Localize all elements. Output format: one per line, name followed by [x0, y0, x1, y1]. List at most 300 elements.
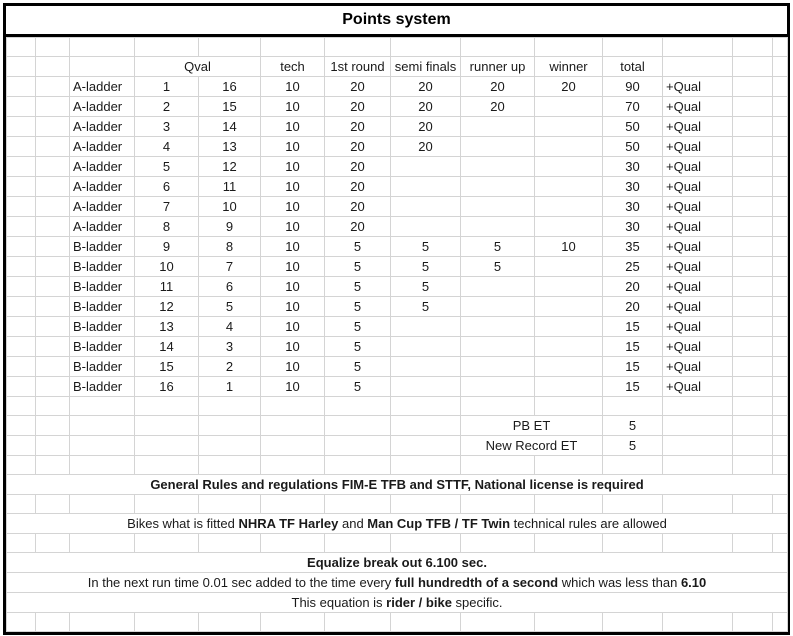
- cell-tech[interactable]: 10: [261, 297, 325, 317]
- empty-cell[interactable]: [7, 157, 36, 177]
- cell-qval-points[interactable]: 15: [199, 97, 261, 117]
- cell-semi-finals[interactable]: 20: [391, 117, 461, 137]
- cell-runner-up[interactable]: [461, 117, 535, 137]
- cell-first-round[interactable]: 5: [325, 277, 391, 297]
- empty-cell[interactable]: [135, 416, 199, 436]
- empty-cell[interactable]: [325, 495, 391, 514]
- empty-cell[interactable]: [391, 416, 461, 436]
- empty-cell[interactable]: [7, 197, 36, 217]
- empty-cell[interactable]: [70, 57, 135, 77]
- empty-cell[interactable]: [773, 177, 788, 197]
- cell-qual[interactable]: +Qual: [663, 357, 733, 377]
- empty-cell[interactable]: [461, 38, 535, 57]
- empty-cell[interactable]: [7, 397, 36, 416]
- empty-cell[interactable]: [325, 613, 391, 632]
- cell-first-round[interactable]: 5: [325, 357, 391, 377]
- cell-semi-finals[interactable]: 20: [391, 97, 461, 117]
- cell-total[interactable]: 20: [603, 297, 663, 317]
- cell-first-round[interactable]: 5: [325, 377, 391, 397]
- empty-cell[interactable]: [36, 337, 70, 357]
- cell-winner[interactable]: [535, 317, 603, 337]
- empty-cell[interactable]: [70, 534, 135, 553]
- cell-qval-points[interactable]: 2: [199, 357, 261, 377]
- cell-runner-up[interactable]: [461, 217, 535, 237]
- empty-cell[interactable]: [325, 436, 391, 456]
- empty-cell[interactable]: [733, 495, 773, 514]
- cell-winner[interactable]: [535, 337, 603, 357]
- cell-qval-pos[interactable]: 8: [135, 217, 199, 237]
- empty-cell[interactable]: [70, 613, 135, 632]
- cell-first-round[interactable]: 5: [325, 317, 391, 337]
- cell-semi-finals[interactable]: 5: [391, 277, 461, 297]
- cell-ladder[interactable]: B-ladder: [70, 317, 135, 337]
- empty-cell[interactable]: [663, 416, 733, 436]
- empty-cell[interactable]: [603, 495, 663, 514]
- cell-ladder[interactable]: B-ladder: [70, 337, 135, 357]
- empty-cell[interactable]: [733, 217, 773, 237]
- cell-qval-pos[interactable]: 12: [135, 297, 199, 317]
- cell-total[interactable]: 15: [603, 317, 663, 337]
- cell-tech[interactable]: 10: [261, 337, 325, 357]
- cell-ladder[interactable]: B-ladder: [70, 297, 135, 317]
- cell-tech[interactable]: 10: [261, 97, 325, 117]
- empty-cell[interactable]: [36, 456, 70, 475]
- empty-cell[interactable]: [199, 416, 261, 436]
- empty-cell[interactable]: [461, 397, 535, 416]
- empty-cell[interactable]: [36, 177, 70, 197]
- empty-cell[interactable]: [773, 137, 788, 157]
- empty-cell[interactable]: [733, 613, 773, 632]
- cell-semi-finals[interactable]: [391, 177, 461, 197]
- cell-qual[interactable]: +Qual: [663, 197, 733, 217]
- cell-tech[interactable]: 10: [261, 257, 325, 277]
- cell-qual[interactable]: +Qual: [663, 117, 733, 137]
- note-bikes[interactable]: [7, 514, 788, 534]
- cell-qual[interactable]: +Qual: [663, 77, 733, 97]
- cell-winner[interactable]: [535, 137, 603, 157]
- cell-runner-up[interactable]: [461, 277, 535, 297]
- cell-total[interactable]: 30: [603, 197, 663, 217]
- empty-cell[interactable]: [773, 277, 788, 297]
- empty-cell[interactable]: [261, 456, 325, 475]
- cell-total[interactable]: 15: [603, 357, 663, 377]
- cell-total[interactable]: 30: [603, 177, 663, 197]
- empty-cell[interactable]: [36, 257, 70, 277]
- empty-cell[interactable]: [773, 397, 788, 416]
- cell-winner[interactable]: [535, 157, 603, 177]
- cell-ladder[interactable]: A-ladder: [70, 117, 135, 137]
- cell-winner[interactable]: [535, 277, 603, 297]
- cell-total[interactable]: 30: [603, 157, 663, 177]
- cell-runner-up[interactable]: [461, 197, 535, 217]
- empty-cell[interactable]: [70, 495, 135, 514]
- empty-cell[interactable]: [36, 613, 70, 632]
- cell-runner-up[interactable]: [461, 177, 535, 197]
- cell-total[interactable]: 15: [603, 337, 663, 357]
- empty-cell[interactable]: [773, 117, 788, 137]
- empty-cell[interactable]: [199, 456, 261, 475]
- empty-cell[interactable]: [325, 397, 391, 416]
- empty-cell[interactable]: [603, 38, 663, 57]
- cell-ladder[interactable]: A-ladder: [70, 137, 135, 157]
- cell-tech[interactable]: 10: [261, 137, 325, 157]
- empty-cell[interactable]: [461, 534, 535, 553]
- cell-qval-points[interactable]: 14: [199, 117, 261, 137]
- empty-cell[interactable]: [773, 456, 788, 475]
- header-first-round[interactable]: 1st round: [325, 57, 391, 77]
- empty-cell[interactable]: [261, 534, 325, 553]
- empty-cell[interactable]: [135, 38, 199, 57]
- empty-cell[interactable]: [70, 397, 135, 416]
- cell-tech[interactable]: 10: [261, 217, 325, 237]
- header-tech[interactable]: tech: [261, 57, 325, 77]
- cell-qual[interactable]: +Qual: [663, 157, 733, 177]
- cell-ladder[interactable]: A-ladder: [70, 197, 135, 217]
- empty-cell[interactable]: [663, 456, 733, 475]
- empty-cell[interactable]: [535, 534, 603, 553]
- empty-cell[interactable]: [7, 257, 36, 277]
- cell-total[interactable]: 30: [603, 217, 663, 237]
- cell-tech[interactable]: 10: [261, 117, 325, 137]
- empty-cell[interactable]: [391, 38, 461, 57]
- empty-cell[interactable]: [7, 377, 36, 397]
- empty-cell[interactable]: [36, 157, 70, 177]
- empty-cell[interactable]: [261, 397, 325, 416]
- cell-qval-pos[interactable]: 1: [135, 77, 199, 97]
- cell-runner-up[interactable]: 20: [461, 77, 535, 97]
- empty-cell[interactable]: [199, 495, 261, 514]
- cell-winner[interactable]: [535, 177, 603, 197]
- empty-cell[interactable]: [391, 436, 461, 456]
- cell-runner-up[interactable]: [461, 317, 535, 337]
- cell-total[interactable]: 70: [603, 97, 663, 117]
- empty-cell[interactable]: [36, 57, 70, 77]
- cell-semi-finals[interactable]: [391, 337, 461, 357]
- empty-cell[interactable]: [733, 337, 773, 357]
- cell-qval-points[interactable]: 6: [199, 277, 261, 297]
- empty-cell[interactable]: [733, 397, 773, 416]
- cell-qual[interactable]: +Qual: [663, 97, 733, 117]
- empty-cell[interactable]: [461, 495, 535, 514]
- empty-cell[interactable]: [663, 495, 733, 514]
- cell-ladder[interactable]: A-ladder: [70, 157, 135, 177]
- empty-cell[interactable]: [261, 495, 325, 514]
- cell-runner-up[interactable]: 20: [461, 97, 535, 117]
- empty-cell[interactable]: [733, 297, 773, 317]
- empty-cell[interactable]: [199, 534, 261, 553]
- cell-qval-pos[interactable]: 14: [135, 337, 199, 357]
- cell-semi-finals[interactable]: [391, 317, 461, 337]
- cell-runner-up[interactable]: 5: [461, 257, 535, 277]
- cell-qval-pos[interactable]: 13: [135, 317, 199, 337]
- cell-semi-finals[interactable]: 20: [391, 137, 461, 157]
- cell-semi-finals[interactable]: [391, 197, 461, 217]
- cell-winner[interactable]: [535, 217, 603, 237]
- cell-qual[interactable]: +Qual: [663, 337, 733, 357]
- cell-qval-pos[interactable]: 11: [135, 277, 199, 297]
- empty-cell[interactable]: [535, 397, 603, 416]
- empty-cell[interactable]: [773, 357, 788, 377]
- header-runner-up[interactable]: runner up: [461, 57, 535, 77]
- empty-cell[interactable]: [36, 117, 70, 137]
- empty-cell[interactable]: [7, 57, 36, 77]
- empty-cell[interactable]: [391, 613, 461, 632]
- cell-winner[interactable]: 20: [535, 77, 603, 97]
- cell-qual[interactable]: +Qual: [663, 237, 733, 257]
- note-equalize[interactable]: [7, 553, 788, 573]
- empty-cell[interactable]: [391, 495, 461, 514]
- empty-cell[interactable]: [36, 137, 70, 157]
- empty-cell[interactable]: [199, 397, 261, 416]
- empty-cell[interactable]: [36, 317, 70, 337]
- cell-qval-points[interactable]: 11: [199, 177, 261, 197]
- cell-first-round[interactable]: 20: [325, 117, 391, 137]
- cell-runner-up[interactable]: [461, 297, 535, 317]
- empty-cell[interactable]: [199, 613, 261, 632]
- cell-total[interactable]: 50: [603, 137, 663, 157]
- cell-qval-points[interactable]: 1: [199, 377, 261, 397]
- cell-runner-up[interactable]: [461, 157, 535, 177]
- cell-semi-finals[interactable]: [391, 217, 461, 237]
- empty-cell[interactable]: [36, 397, 70, 416]
- empty-cell[interactable]: [36, 217, 70, 237]
- empty-cell[interactable]: [773, 38, 788, 57]
- cell-ladder[interactable]: B-ladder: [70, 257, 135, 277]
- empty-cell[interactable]: [7, 217, 36, 237]
- empty-cell[interactable]: [70, 456, 135, 475]
- cell-qval-pos[interactable]: 2: [135, 97, 199, 117]
- empty-cell[interactable]: [535, 38, 603, 57]
- empty-cell[interactable]: [325, 38, 391, 57]
- empty-cell[interactable]: [663, 436, 733, 456]
- cell-tech[interactable]: 10: [261, 317, 325, 337]
- empty-cell[interactable]: [733, 257, 773, 277]
- cell-tech[interactable]: 10: [261, 177, 325, 197]
- cell-qval-pos[interactable]: 6: [135, 177, 199, 197]
- cell-semi-finals[interactable]: [391, 377, 461, 397]
- empty-cell[interactable]: [36, 197, 70, 217]
- empty-cell[interactable]: [733, 534, 773, 553]
- cell-qual[interactable]: +Qual: [663, 297, 733, 317]
- empty-cell[interactable]: [135, 534, 199, 553]
- cell-qual[interactable]: +Qual: [663, 177, 733, 197]
- empty-cell[interactable]: [603, 613, 663, 632]
- cell-winner[interactable]: [535, 117, 603, 137]
- cell-qval-points[interactable]: 3: [199, 337, 261, 357]
- header-qval[interactable]: Qval: [135, 57, 261, 77]
- empty-cell[interactable]: [7, 38, 36, 57]
- empty-cell[interactable]: [391, 534, 461, 553]
- empty-cell[interactable]: [36, 38, 70, 57]
- cell-first-round[interactable]: 5: [325, 297, 391, 317]
- cell-tech[interactable]: 10: [261, 197, 325, 217]
- header-winner[interactable]: winner: [535, 57, 603, 77]
- cell-winner[interactable]: [535, 197, 603, 217]
- cell-qval-points[interactable]: 16: [199, 77, 261, 97]
- empty-cell[interactable]: [773, 57, 788, 77]
- empty-cell[interactable]: [7, 337, 36, 357]
- empty-cell[interactable]: [773, 97, 788, 117]
- empty-cell[interactable]: [135, 495, 199, 514]
- empty-cell[interactable]: [733, 38, 773, 57]
- empty-cell[interactable]: [773, 377, 788, 397]
- empty-cell[interactable]: [773, 77, 788, 97]
- bonus-label-cell[interactable]: PB ET: [461, 416, 603, 436]
- cell-first-round[interactable]: 20: [325, 77, 391, 97]
- empty-cell[interactable]: [773, 257, 788, 277]
- cell-semi-finals[interactable]: 5: [391, 257, 461, 277]
- empty-cell[interactable]: [603, 534, 663, 553]
- empty-cell[interactable]: [36, 357, 70, 377]
- cell-winner[interactable]: [535, 297, 603, 317]
- cell-total[interactable]: 25: [603, 257, 663, 277]
- cell-qual[interactable]: +Qual: [663, 257, 733, 277]
- cell-ladder[interactable]: A-ladder: [70, 77, 135, 97]
- empty-cell[interactable]: [733, 436, 773, 456]
- bonus-value-cell[interactable]: 5: [603, 416, 663, 436]
- empty-cell[interactable]: [135, 436, 199, 456]
- cell-qval-pos[interactable]: 9: [135, 237, 199, 257]
- cell-tech[interactable]: 10: [261, 157, 325, 177]
- empty-cell[interactable]: [733, 177, 773, 197]
- empty-cell[interactable]: [773, 237, 788, 257]
- empty-cell[interactable]: [7, 495, 36, 514]
- empty-cell[interactable]: [7, 77, 36, 97]
- cell-qval-pos[interactable]: 16: [135, 377, 199, 397]
- empty-cell[interactable]: [733, 77, 773, 97]
- header-total[interactable]: total: [603, 57, 663, 77]
- empty-cell[interactable]: [70, 436, 135, 456]
- cell-winner[interactable]: [535, 97, 603, 117]
- empty-cell[interactable]: [461, 613, 535, 632]
- cell-qval-pos[interactable]: 3: [135, 117, 199, 137]
- cell-qval-points[interactable]: 13: [199, 137, 261, 157]
- empty-cell[interactable]: [733, 377, 773, 397]
- empty-cell[interactable]: [773, 217, 788, 237]
- empty-cell[interactable]: [199, 38, 261, 57]
- empty-cell[interactable]: [461, 456, 535, 475]
- empty-cell[interactable]: [36, 297, 70, 317]
- cell-first-round[interactable]: 20: [325, 137, 391, 157]
- cell-ladder[interactable]: B-ladder: [70, 237, 135, 257]
- empty-cell[interactable]: [773, 317, 788, 337]
- empty-cell[interactable]: [663, 57, 733, 77]
- cell-runner-up[interactable]: [461, 337, 535, 357]
- empty-cell[interactable]: [773, 436, 788, 456]
- empty-cell[interactable]: [773, 157, 788, 177]
- empty-cell[interactable]: [7, 277, 36, 297]
- cell-qval-points[interactable]: 4: [199, 317, 261, 337]
- empty-cell[interactable]: [261, 436, 325, 456]
- empty-cell[interactable]: [733, 317, 773, 337]
- cell-total[interactable]: 15: [603, 377, 663, 397]
- cell-qval-points[interactable]: 9: [199, 217, 261, 237]
- empty-cell[interactable]: [36, 77, 70, 97]
- empty-cell[interactable]: [36, 97, 70, 117]
- empty-cell[interactable]: [773, 534, 788, 553]
- empty-cell[interactable]: [733, 357, 773, 377]
- cell-ladder[interactable]: B-ladder: [70, 357, 135, 377]
- cell-tech[interactable]: 10: [261, 377, 325, 397]
- cell-tech[interactable]: 10: [261, 77, 325, 97]
- empty-cell[interactable]: [733, 277, 773, 297]
- cell-semi-finals[interactable]: 5: [391, 297, 461, 317]
- cell-runner-up[interactable]: [461, 377, 535, 397]
- cell-qval-points[interactable]: 5: [199, 297, 261, 317]
- empty-cell[interactable]: [7, 297, 36, 317]
- cell-ladder[interactable]: A-ladder: [70, 177, 135, 197]
- cell-qval-pos[interactable]: 10: [135, 257, 199, 277]
- empty-cell[interactable]: [7, 456, 36, 475]
- cell-total[interactable]: 20: [603, 277, 663, 297]
- cell-first-round[interactable]: 20: [325, 157, 391, 177]
- empty-cell[interactable]: [70, 38, 135, 57]
- empty-cell[interactable]: [603, 456, 663, 475]
- cell-ladder[interactable]: B-ladder: [70, 377, 135, 397]
- empty-cell[interactable]: [7, 177, 36, 197]
- empty-cell[interactable]: [36, 436, 70, 456]
- empty-cell[interactable]: [773, 416, 788, 436]
- empty-cell[interactable]: [663, 397, 733, 416]
- empty-cell[interactable]: [733, 97, 773, 117]
- cell-qval-pos[interactable]: 5: [135, 157, 199, 177]
- empty-cell[interactable]: [36, 495, 70, 514]
- cell-first-round[interactable]: 5: [325, 337, 391, 357]
- empty-cell[interactable]: [391, 456, 461, 475]
- empty-cell[interactable]: [603, 397, 663, 416]
- empty-cell[interactable]: [7, 237, 36, 257]
- empty-cell[interactable]: [261, 38, 325, 57]
- cell-qual[interactable]: +Qual: [663, 217, 733, 237]
- empty-cell[interactable]: [733, 237, 773, 257]
- empty-cell[interactable]: [261, 613, 325, 632]
- cell-semi-finals[interactable]: 20: [391, 77, 461, 97]
- cell-qval-points[interactable]: 12: [199, 157, 261, 177]
- empty-cell[interactable]: [733, 57, 773, 77]
- empty-cell[interactable]: [7, 357, 36, 377]
- empty-cell[interactable]: [36, 416, 70, 436]
- empty-cell[interactable]: [773, 495, 788, 514]
- empty-cell[interactable]: [391, 397, 461, 416]
- empty-cell[interactable]: [773, 297, 788, 317]
- note-general[interactable]: [7, 475, 788, 495]
- cell-semi-finals[interactable]: 5: [391, 237, 461, 257]
- cell-qual[interactable]: +Qual: [663, 377, 733, 397]
- empty-cell[interactable]: [7, 534, 36, 553]
- cell-winner[interactable]: [535, 257, 603, 277]
- empty-cell[interactable]: [325, 456, 391, 475]
- cell-first-round[interactable]: 5: [325, 237, 391, 257]
- empty-cell[interactable]: [733, 117, 773, 137]
- cell-qval-pos[interactable]: 4: [135, 137, 199, 157]
- cell-qval-points[interactable]: 10: [199, 197, 261, 217]
- empty-cell[interactable]: [733, 456, 773, 475]
- empty-cell[interactable]: [7, 613, 36, 632]
- cell-winner[interactable]: 10: [535, 237, 603, 257]
- cell-runner-up[interactable]: 5: [461, 237, 535, 257]
- cell-total[interactable]: 50: [603, 117, 663, 137]
- empty-cell[interactable]: [36, 534, 70, 553]
- empty-cell[interactable]: [36, 237, 70, 257]
- empty-cell[interactable]: [7, 317, 36, 337]
- cell-semi-finals[interactable]: [391, 157, 461, 177]
- empty-cell[interactable]: [733, 197, 773, 217]
- empty-cell[interactable]: [773, 197, 788, 217]
- cell-ladder[interactable]: A-ladder: [70, 217, 135, 237]
- cell-first-round[interactable]: 20: [325, 217, 391, 237]
- cell-first-round[interactable]: 20: [325, 197, 391, 217]
- empty-cell[interactable]: [663, 38, 733, 57]
